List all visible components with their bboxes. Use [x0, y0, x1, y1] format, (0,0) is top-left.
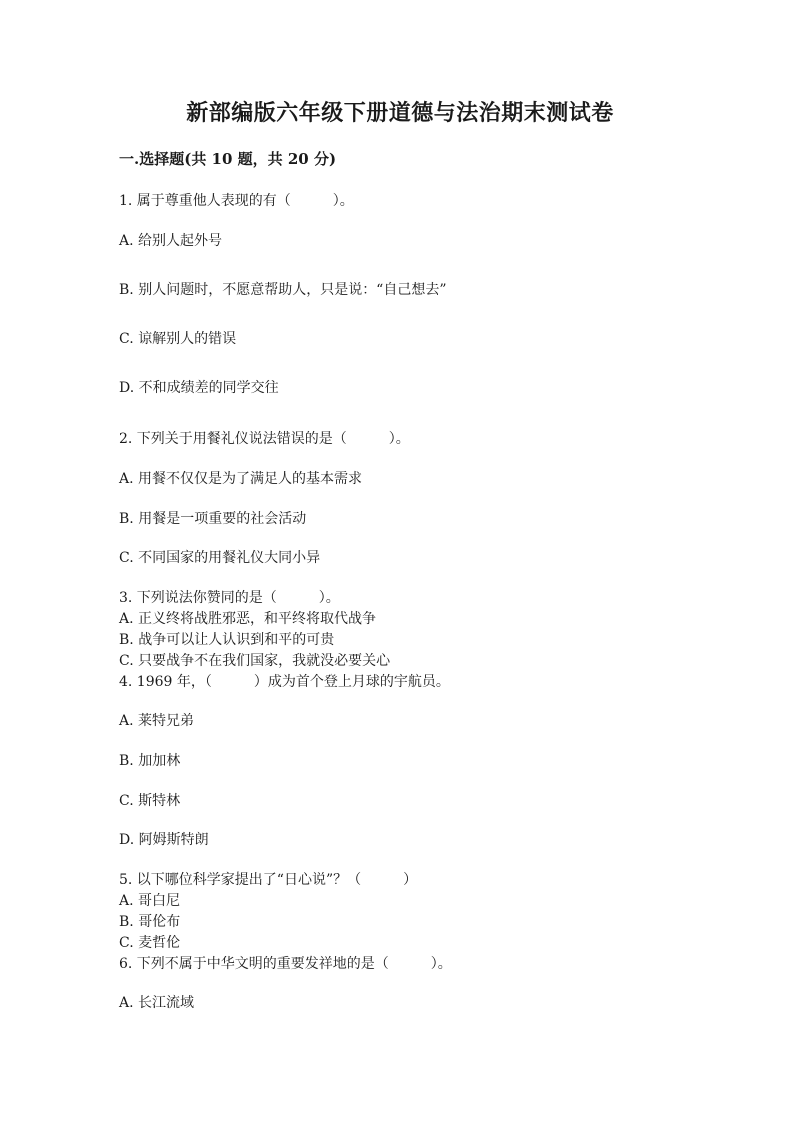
question-5-option-c: C. 麦哲伦: [119, 935, 181, 951]
question-2-option-c: C. 不同国家的用餐礼仪大同小异: [119, 550, 321, 566]
question-4-option-c: C. 斯特林: [119, 793, 181, 809]
question-5-stem: 5. 以下哪位科学家提出了“日心说”？（ ）: [119, 872, 418, 888]
question-4-option-b: B. 加加林: [119, 753, 181, 769]
page-title: 新部编版六年级下册道德与法治期末测试卷: [186, 100, 614, 126]
section-heading: 一.选择题(共 10 题，共 20 分): [119, 150, 337, 168]
question-2-option-a: A. 用餐不仅仅是为了满足人的基本需求: [119, 471, 363, 487]
question-1-option-d: D. 不和成绩差的同学交往: [119, 380, 279, 396]
question-6-option-a: A. 长江流域: [119, 995, 195, 1011]
question-5-option-b: B. 哥伦布: [119, 914, 181, 930]
question-1-option-a: A. 给别人起外号: [119, 233, 223, 249]
question-2-stem: 2. 下列关于用餐礼仪说法错误的是（ ）。: [119, 431, 410, 447]
question-3-stem: 3. 下列说法你赞同的是（ ）。: [119, 590, 340, 606]
question-4-option-a: A. 莱特兄弟: [119, 713, 195, 729]
question-3-option-c: C. 只要战争不在我们国家，我就没必要关心: [119, 653, 391, 669]
question-4-option-d: D. 阿姆斯特朗: [119, 832, 209, 848]
question-1-option-b: B. 别人问题时，不愿意帮助人，只是说：“自己想去”: [119, 282, 447, 298]
question-2-option-b: B. 用餐是一项重要的社会活动: [119, 511, 307, 527]
question-3-option-a: A. 正义终将战胜邪恶，和平终将取代战争: [119, 611, 377, 627]
question-5-option-a: A. 哥白尼: [119, 893, 181, 909]
question-6-stem: 6. 下列不属于中华文明的重要发祥地的是（ ）。: [119, 956, 452, 972]
question-1-stem: 1. 属于尊重他人表现的有（ ）。: [119, 193, 354, 209]
question-4-stem: 4. 1969 年，（ ）成为首个登上月球的宇航员。: [119, 674, 450, 690]
question-1-option-c: C. 谅解别人的错误: [119, 331, 237, 347]
question-3-option-b: B. 战争可以让人认识到和平的可贵: [119, 632, 335, 648]
